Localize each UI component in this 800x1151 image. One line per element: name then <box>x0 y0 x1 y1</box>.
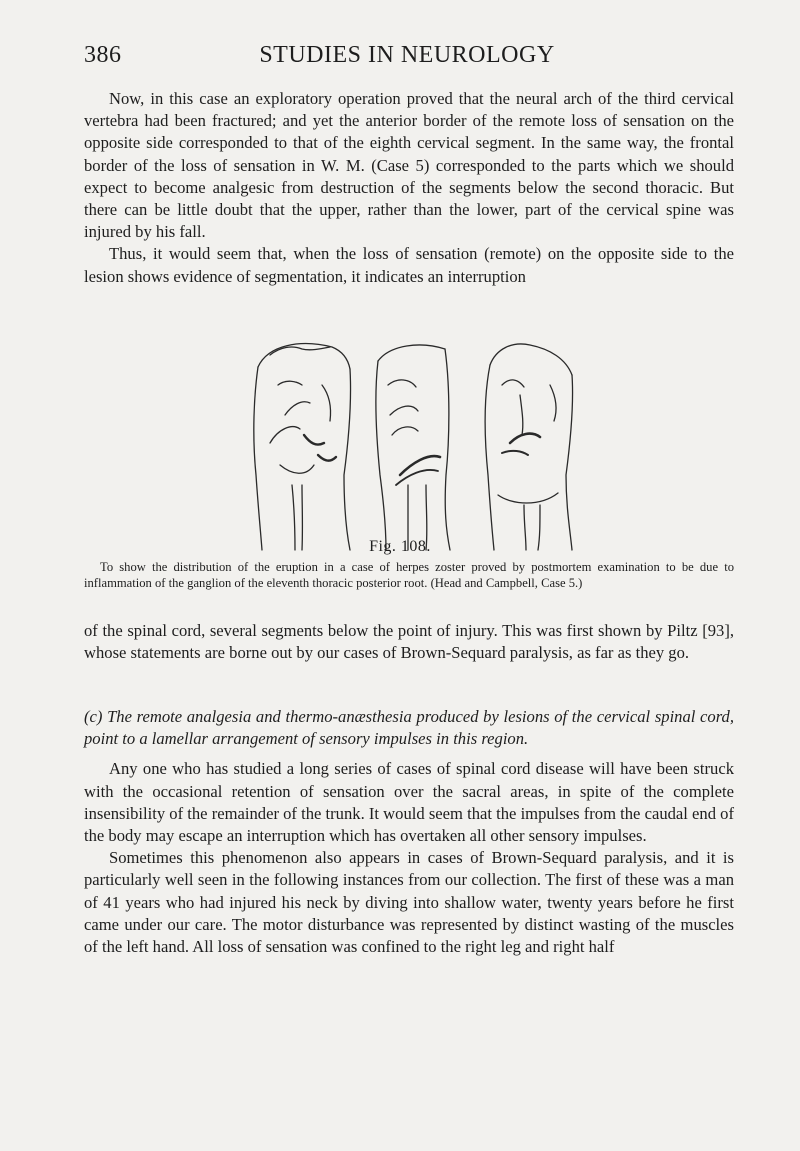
page-header <box>84 42 730 72</box>
paragraph: Now, in this case an exploratory operation proved that the neural arch of the third cervical vertebra had been fractured; and yet the anterior border of the remote loss of sensation on the opposite side corresponded to that of the eighth cervical segment. In the same way, the frontal border of the loss of sensation in W. M. (Case 5) corresponded to the parts which we should expect to become analgesic from destruction of the segments below the second thoracic. But there can be little doubt that the upper, rather than the lower, part of the cervical spine was injured by his fall. <box>84 89 734 242</box>
paragraph: Any one who has studied a long series of cases of spinal cord disease will have been struck with the occasional retention of sensation over the sacral areas, in spite of the complete insensibility of the remainder of the trunk. It would seem that the impulses from the caudal end of the body may escape an interruption which has overtaken all other sensory impulses. <box>84 759 734 846</box>
body-outline-left-view <box>254 344 351 550</box>
figure-caption <box>84 560 734 591</box>
caption-text: To show the distribution of the eruption in a case of herpes zoster proved by postmortem examination to be due to inflammation of the ganglion of the eleventh thoracic posterior root. (Head and Campbell, Case 5.) <box>84 560 734 590</box>
body-outline-right-view <box>485 344 572 550</box>
herpes-zoster-body-outlines <box>240 325 600 555</box>
running-head: STUDIES IN NEUROLOGY <box>259 42 555 68</box>
body-text-top <box>84 88 734 288</box>
paragraph: Thus, it would seem that, when the loss of sensation (remote) on the opposite side to the lesion shows evidence of segmentation, it indicates an interruption <box>84 244 734 286</box>
section-heading: (c) The remote analgesia and thermo-anæsthesia produced by lesions of the cervical spinal cord, point to a lamellar arrangement of sensory impulses in this region. <box>84 707 734 749</box>
paragraph: Sometimes this phenomenon also appears in cases of Brown-Sequard paralysis, and it is particularly well seen in the following instances from our collection. The first of these was a man of 41 years who had injured his neck by diving into shallow water, twenty years before he first came under our care. The motor disturbance was represented by distinct wasting of the muscles of the left hand. All loss of sensation was confined to the right leg and right half <box>84 848 734 957</box>
page-number: 386 <box>84 42 122 68</box>
paragraph: of the spinal cord, several segments below the point of injury. This was first shown by Piltz [93], whose statements are borne out by our cases of Brown-Sequard paralysis, as far as they go. <box>84 621 734 663</box>
body-text-bottom <box>84 706 734 958</box>
body-outline-back-view <box>376 345 450 550</box>
body-text-continued <box>84 620 734 664</box>
figure-108-illustration <box>240 325 600 555</box>
figure-label: Fig. 108. <box>369 538 431 555</box>
